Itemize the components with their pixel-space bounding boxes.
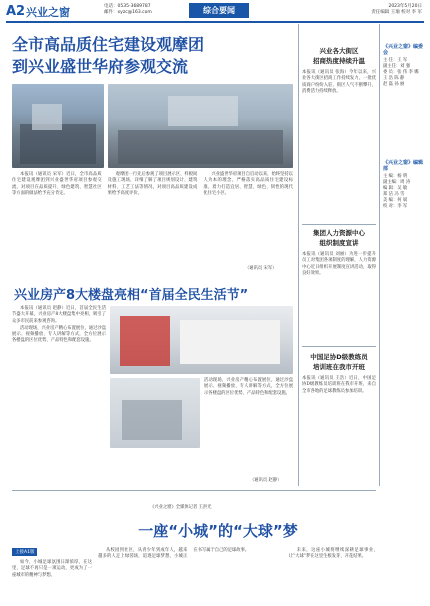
masthead-info: 电话：0535-3689787 邮件：xyzc@163.com [104,4,152,15]
paper-logo [26,5,94,19]
feature-caption: （通讯员 赵静） [250,478,282,483]
lead-body: 本报讯（通讯员 宋军）近日，全市高品质住宅建设观摩团到兴业盛世华府项目参观交流，对项目在品质提升、绿色建筑、智慧社区等方面的做法给予充分肯定。 观摩团一行先后参观了项目展示区、样板间及施工现场，详细了解了项目规划设计、建筑材料、工艺工法等情况，对项目高品质建设成果给予高度评价。 兴业盛世华府项目自启动以来，始终坚持以人为本的理念，严格落实高品质住宅建设标准，着力打造宜居、智慧、绿色、韧性的现代化住宅小区。 [12,172,293,196]
section-label: 综合要闻 [189,3,249,18]
page-number: A2 [6,4,26,19]
column-rule [379,24,380,486]
right-mid-body: 本报讯（通讯员 刘丽）为进一步提升员工对集团各项制度的理解，人力资源中心近日组织开展制度宣讲活动，取得良好效果。 [302,252,376,276]
bottom-headline: 一座“小城”的“大球”梦 [138,522,298,540]
feature-photo-top [110,306,293,374]
masthead-date: 2023年5月20日 责任编辑 王瑜 校对 李 军 [371,4,422,15]
lead-headline: 全市高品质住宅建设观摩团 到兴业盛世华府参观交流 [12,35,205,76]
feature-body: 本报讯（通讯员 赵静）近日，首届全民生活节盛大开幕，兴业房产8大楼盘集中亮相，吸引了众多市民前来参观咨询。 活动现场，兴业房产精心布置展位，通过沙盘展示、视频播放、专人讲解等方式，全方位展示各楼盘的区位优势、产品特色和配套设施。 [12,306,106,344]
svg-text:兴业之窗: 兴业之窗 [26,6,70,19]
editorial-board: 《兴业之窗》编委会 主 任：王 军 副主任：刘 强 委 员：张 伟 李 娜 王 浩 陈 静 赵 磊 孙 丽 [383,44,424,87]
right-low-body: 本报讯（通讯员 王浩）近日，中国足协D级教练员培训班在我市开班，来自全市各地的足球教练员参加培训。 [302,376,376,394]
lead-photo-right [108,84,293,168]
bottom-body: 从校园到社区，从青少年到成年人，越来越多的人走上绿茵场，追逐足球梦想，小城正在书写属于自己的足球故事。 未来，这座小城将继续深耕足球事业，让“大球”梦在这里生根发芽、开花结果。 [98,548,378,560]
right-low-headline: 中国足协D级教练员 培训班在我市开班 [310,353,368,371]
feature-headline: 兴业房产8大楼盘亮相“首届全民生活节” [14,288,249,303]
masthead-rule [6,21,424,23]
lead-photo-left [12,84,104,168]
right-top-headline: 兴业各大街区 招商热度持续升温 [313,47,365,65]
bottom-subtitle: 《兴业之窗》全媒体记者 王洪光 [150,505,212,510]
right-mid-headline: 集团人力资源中心 组织制度宣讲 [313,229,365,247]
masthead [0,0,430,30]
feature-photo-bottom [110,378,200,448]
section-rule [302,224,376,225]
continued-tag: 上接A1版 [12,548,37,556]
bottom-body-left: 如今，小城足球氛围日渐浓厚，在这里，足球不再只是一项运动，更成为了一座城市的精神与梦想。 [12,560,92,578]
column-rule [298,24,299,486]
feature-body-right: 活动现场，兴业房产精心布置展位，通过沙盘展示、视频播放、专人讲解等方式，全方位展示各楼盘的区位优势、产品特色和配套设施。 [204,378,293,396]
lead-caption: （通讯员 宋军） [245,266,277,271]
right-top-body: 本报讯（通讯员 张海）今年以来，兴业各大街区招商工作持续发力，一批优质商户纷纷入驻，街区人气不断攀升，消费活力持续释放。 [302,70,376,94]
section-rule [12,490,376,491]
editorial-office: 《兴业之窗》编辑部 主 编：杨 明 副主编：周 涛 编 辑：吴 敏 郑 洁 冯 雪 美 编：何 斌 校 对：李 军 [383,160,424,209]
section-rule [302,346,376,347]
